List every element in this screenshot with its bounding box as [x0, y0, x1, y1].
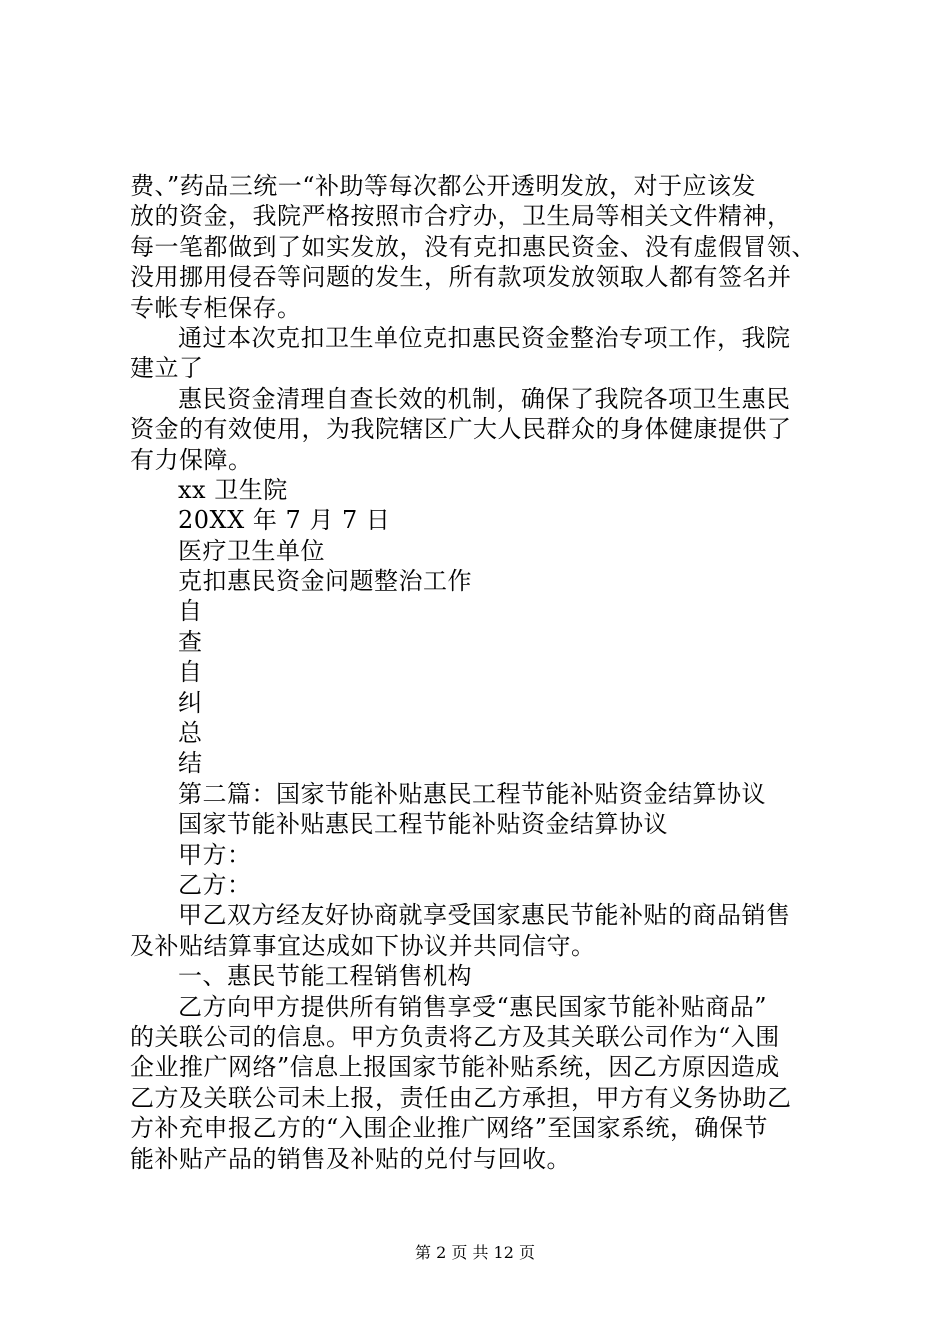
- text-line: 每一笔都做到了如实发放，没有克扣惠民资金、没有虚假冒领、: [130, 232, 816, 261]
- text-line: 结: [178, 749, 203, 778]
- text-line: 能补贴产品的销售及补贴的兑付与回收。: [130, 1144, 571, 1173]
- signature-date: 20XX 年 7 月 7 日: [178, 506, 391, 535]
- text-line: 克扣惠民资金问题整治工作: [178, 567, 472, 596]
- text-line: 通过本次克扣卫生单位克扣惠民资金整治专项工作，我院: [178, 323, 791, 352]
- text-line: 惠民资金清理自查长效的机制，确保了我院各项卫生惠民: [178, 384, 791, 413]
- text-line: 总: [178, 719, 203, 748]
- text-line: 没用挪用侵吞等问题的发生，所有款项发放领取人都有签名并: [130, 263, 792, 292]
- text-line: 自: [178, 597, 203, 626]
- signature-org: xx 卫生院: [178, 475, 288, 504]
- text-line: 自: [178, 658, 203, 687]
- text-line: 的关联公司的信息。甲方负责将乙方及其关联公司作为“入围: [130, 1022, 780, 1051]
- text-line: 方补充申报乙方的“入围企业推广网络”至国家系统，确保节: [130, 1114, 769, 1143]
- text-line: 乙方向甲方提供所有销售享受“惠民国家节能补贴商品”: [178, 992, 768, 1021]
- party-a-label: 甲方：: [178, 840, 252, 869]
- text-line: 乙方及关联公司未上报，责任由乙方承担，甲方有义务协助乙: [130, 1083, 792, 1112]
- text-line: 及补贴结算事宜达成如下协议并共同信守。: [130, 931, 596, 960]
- section-heading: 第二篇：国家节能补贴惠民工程节能补贴资金结算协议: [178, 779, 766, 808]
- text-line: 医疗卫生单位: [178, 536, 325, 565]
- page-footer: 第 2 页 共 12 页: [415, 1243, 535, 1262]
- text-line: 建立了: [130, 354, 204, 383]
- text-line: 放的资金，我院严格按照市合疗办，卫生局等相关文件精神，: [130, 202, 792, 231]
- text-line: 企业推广网络”信息上报国家节能补贴系统，因乙方原因造成: [130, 1053, 780, 1082]
- text-line: 资金的有效使用，为我院辖区广大人民群众的身体健康提供了: [130, 415, 792, 444]
- text-line: 有力保障。: [130, 445, 253, 474]
- document-body: [130, 171, 830, 1174]
- text-line: 查: [178, 627, 203, 656]
- clause-heading: 一、惠民节能工程销售机构: [178, 962, 472, 991]
- text-line: 费、”药品三统一“补助等每次都公开透明发放，对于应该发: [130, 172, 757, 200]
- text-line: 纠: [178, 688, 203, 717]
- text-line: 甲乙双方经友好协商就享受国家惠民节能补贴的商品销售: [178, 901, 791, 930]
- agreement-title: 国家节能补贴惠民工程节能补贴资金结算协议: [178, 810, 668, 839]
- text-line: 专帐专柜保存。: [130, 293, 302, 322]
- party-b-label: 乙方：: [178, 870, 252, 899]
